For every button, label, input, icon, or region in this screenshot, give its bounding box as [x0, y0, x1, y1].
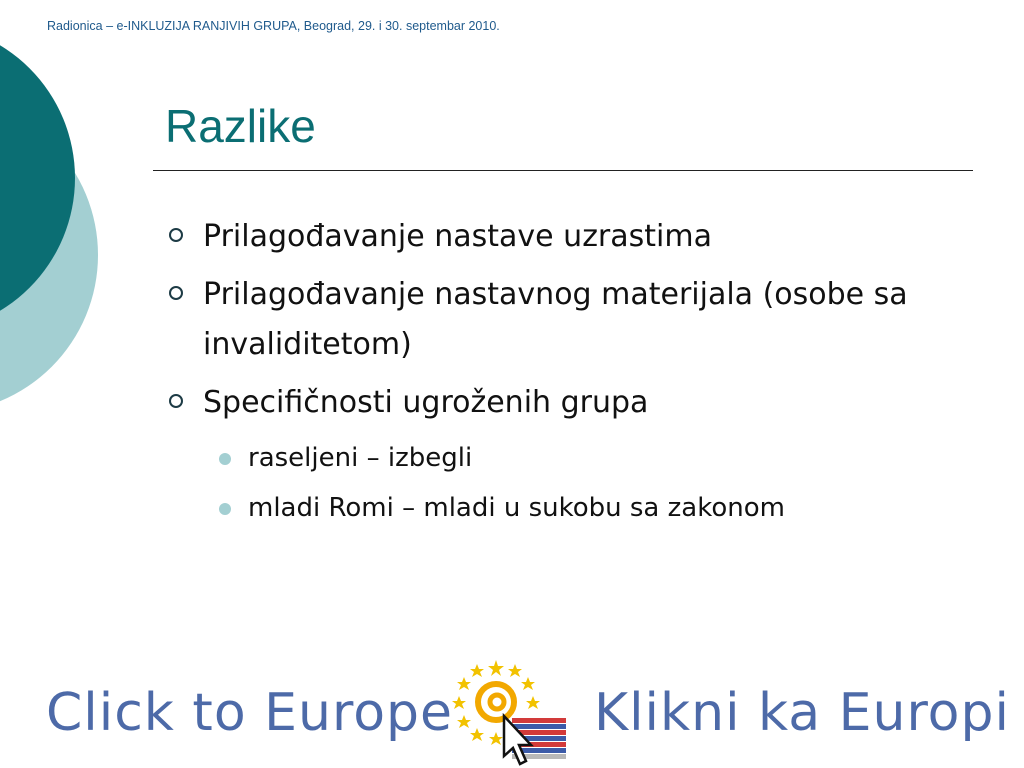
sub-bullet-text: mladi Romi – mladi u sukobu sa zakonom — [248, 493, 785, 523]
decorative-circles — [0, 0, 110, 410]
bullet-text: Prilagođavanje nastavnog materijala (osobe sa invaliditetom) — [203, 277, 908, 362]
bullet-text: Prilagođavanje nastave uzrastima — [203, 219, 712, 254]
eu-at-cursor-logo-icon — [446, 658, 574, 768]
bullet-item — [165, 212, 965, 262]
bullet-list — [165, 212, 965, 536]
bullet-text: Specifičnosti ugroženih grupa — [203, 385, 649, 420]
title-divider — [153, 170, 973, 171]
bullet-item — [165, 270, 965, 370]
footer-right-logo-text: Klikni ka Europi — [594, 683, 1010, 743]
sub-bullet-item — [165, 486, 965, 530]
dot-bullet-icon — [219, 453, 231, 465]
header-caption: Radionica – e-INKLUZIJA RANJIVIH GRUPA, Beograd, 29. i 30. septembar 2010. — [47, 19, 500, 33]
slide-title: Razlike — [165, 100, 316, 152]
footer-banner — [0, 650, 1024, 768]
circle-bullet-icon — [169, 286, 183, 300]
bullet-item — [165, 378, 965, 428]
footer-left-logo-text: Click to Europe — [46, 683, 454, 743]
circle-bullet-icon — [169, 228, 183, 242]
circle-bullet-icon — [169, 394, 183, 408]
sub-bullet-item — [165, 436, 965, 480]
dot-bullet-icon — [219, 503, 231, 515]
sub-bullet-text: raseljeni – izbegli — [248, 443, 473, 473]
